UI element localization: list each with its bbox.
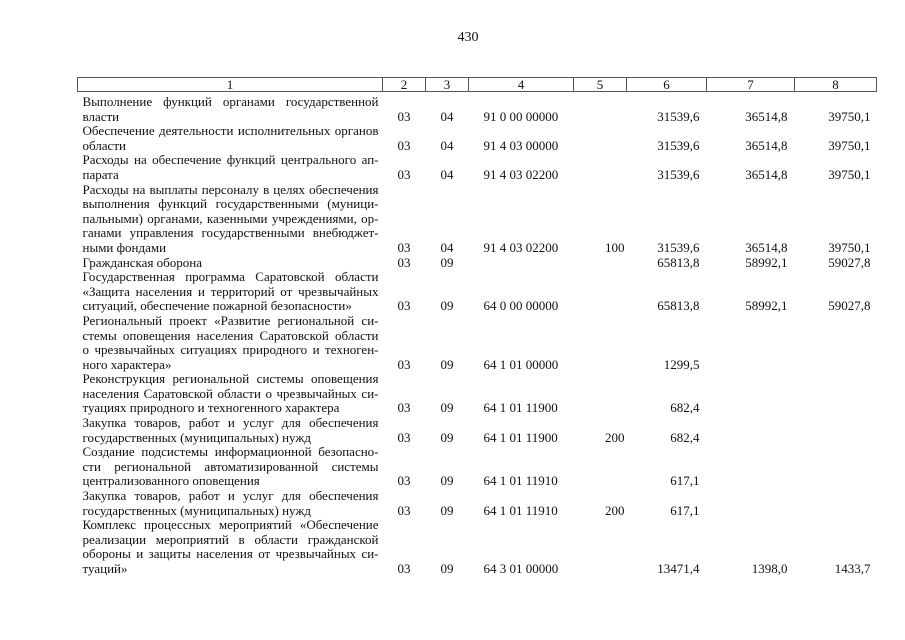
subsection-code: 09 (440, 502, 454, 518)
description-line: обороны и защиты населения от чрезвычайных си- (82, 546, 379, 562)
amount-year-3: 39750,1 (828, 108, 871, 124)
description-line: области (82, 137, 126, 153)
description-line: туаций» (82, 561, 128, 576)
expense-type-code (574, 314, 627, 372)
section-code: 03 (397, 356, 411, 372)
table-row (78, 489, 877, 518)
column-header-7: 7 (707, 78, 795, 92)
column-header-4: 4 (469, 78, 574, 92)
subsection-code: 09 (440, 298, 454, 314)
description-line: «Защита населения и территорий от чрезвычайных (82, 283, 379, 299)
amount-year-1: 617,1 (670, 473, 700, 489)
item-description (78, 183, 383, 256)
section-code: 03 (397, 502, 411, 518)
amount-year-3: 39750,1 (828, 137, 871, 153)
amount-year-3 (795, 416, 877, 445)
subsection-code: 04 (440, 108, 454, 124)
amount-year-1: 31539,6 (657, 137, 700, 153)
amount-year-1: 617,1 (670, 502, 700, 518)
expense-type-code (574, 372, 627, 416)
description-line: пальными) органами, казенными учреждениями, ор- (82, 210, 379, 226)
item-description (78, 314, 383, 372)
section-code: 03 (397, 166, 411, 182)
description-line: Государственная программа Саратовской области (82, 269, 379, 285)
section-code: 03 (397, 254, 411, 270)
column-header-8: 8 (795, 78, 877, 92)
amount-year-2 (707, 416, 795, 445)
target-article-code: 91 0 00 00000 (483, 108, 559, 124)
amount-year-3: 59027,8 (828, 254, 871, 270)
description-line: Расходы на выплаты персоналу в целях обеспечения (82, 181, 379, 197)
description-line: выполнения функций государственными (муници- (82, 196, 379, 212)
section-code: 03 (397, 108, 411, 124)
amount-year-1: 682,4 (670, 400, 700, 416)
description-line: реализации мероприятий в области гражданской (82, 531, 379, 547)
table-row (78, 372, 877, 416)
target-article-code: 91 4 03 02200 (483, 166, 559, 182)
description-line: Обеспечение деятельности исполнительных органов (82, 123, 379, 139)
table-row (78, 183, 877, 256)
subsection-code: 09 (440, 254, 454, 270)
description-line: туациях природного и техногенного характера (82, 400, 340, 416)
item-description (78, 445, 383, 489)
description-line: Выполнение функций органами государственной (82, 94, 379, 109)
expense-type-code: 200 (605, 502, 625, 518)
expense-type-code (574, 153, 627, 182)
expense-type-code (574, 256, 627, 271)
table-row (78, 445, 877, 489)
section-code: 03 (397, 561, 411, 576)
description-line: населения Саратовской области о чрезвычайных си- (82, 385, 379, 401)
description-line: Закупка товаров, работ и услуг для обеспечения (82, 415, 379, 431)
amount-year-2: 1398,0 (751, 561, 788, 576)
expense-type-code: 200 (605, 429, 625, 445)
amount-year-1: 65813,8 (657, 254, 700, 270)
table-row (78, 153, 877, 182)
expense-type-code (574, 92, 627, 125)
target-article-code: 91 4 03 02200 (483, 239, 559, 255)
section-code: 03 (397, 239, 411, 255)
table-row (78, 256, 877, 271)
column-header-2: 2 (383, 78, 426, 92)
description-line: сти региональной автоматизированной системы (82, 458, 379, 474)
column-header-6: 6 (627, 78, 707, 92)
target-article-code: 64 1 01 11910 (483, 473, 558, 489)
amount-year-3 (795, 372, 877, 416)
table-row (78, 124, 877, 153)
description-line: Региональный проект «Развитие региональной си- (82, 312, 379, 328)
amount-year-2 (707, 445, 795, 489)
amount-year-1: 31539,6 (657, 108, 700, 124)
description-line: ными фондами (82, 239, 167, 255)
target-article-code: 64 1 01 11900 (483, 429, 558, 445)
table-row (78, 518, 877, 576)
amount-year-1: 13471,4 (657, 561, 700, 576)
amount-year-1: 1299,5 (663, 356, 700, 372)
subsection-code: 09 (440, 356, 454, 372)
description-line: Гражданская оборона (82, 254, 203, 270)
amount-year-3: 39750,1 (828, 166, 871, 182)
description-line: о чрезвычайных ситуациях природного и техноген- (82, 342, 379, 358)
expense-type-code (574, 445, 627, 489)
expense-type-code (574, 518, 627, 576)
target-article-code: 64 1 01 00000 (483, 356, 559, 372)
subsection-code: 09 (440, 561, 454, 576)
expense-type-code (574, 270, 627, 314)
target-article-code: 64 1 01 11900 (483, 400, 558, 416)
expense-type-code: 100 (605, 239, 625, 255)
amount-year-2 (707, 489, 795, 518)
amount-year-1: 682,4 (670, 429, 700, 445)
description-line: ситуаций, обеспечение пожарной безопасности» (82, 298, 352, 314)
item-description (78, 270, 383, 314)
item-description (78, 256, 383, 271)
description-line: централизованного оповещения (82, 473, 260, 489)
table-row (78, 270, 877, 314)
item-description (78, 153, 383, 182)
section-code: 03 (397, 400, 411, 416)
description-line: Создание подсистемы информационной безопасно- (82, 444, 379, 460)
target-article-code: 91 4 03 00000 (483, 137, 559, 153)
amount-year-2: 58992,1 (745, 298, 788, 314)
subsection-code: 04 (440, 239, 454, 255)
amount-year-3 (795, 314, 877, 372)
description-line: Расходы на обеспечение функций центрального ап- (82, 152, 379, 168)
description-line: ганами управления государственными внебюджет- (82, 225, 379, 241)
page-number: 430 (457, 30, 479, 45)
item-description (78, 92, 383, 125)
amount-year-2 (707, 314, 795, 372)
item-description (78, 518, 383, 576)
description-line: Закупка товаров, работ и услуг для обеспечения (82, 488, 379, 504)
amount-year-2 (707, 372, 795, 416)
column-header-3: 3 (426, 78, 469, 92)
amount-year-3: 39750,1 (828, 239, 871, 255)
target-article-code: 64 3 01 00000 (483, 561, 559, 576)
target-article-code (469, 256, 574, 271)
amount-year-2: 36514,8 (745, 239, 788, 255)
description-line: парата (82, 166, 119, 182)
item-description (78, 416, 383, 445)
description-line: государственных (муниципальных) нужд (82, 502, 311, 518)
subsection-code: 04 (440, 166, 454, 182)
section-code: 03 (397, 298, 411, 314)
description-line: Реконструкция региональной системы оповещения (82, 371, 379, 387)
subsection-code: 09 (440, 400, 454, 416)
column-header-1: 1 (78, 78, 383, 92)
subsection-code: 09 (440, 429, 454, 445)
description-line: Комплекс процессных мероприятий «Обеспечение (82, 517, 379, 533)
amount-year-3 (795, 489, 877, 518)
amount-year-3: 59027,8 (828, 298, 871, 314)
subsection-code: 09 (440, 473, 454, 489)
expense-type-code (574, 124, 627, 153)
amount-year-3: 1433,7 (834, 561, 871, 576)
table-row (78, 314, 877, 372)
amount-year-1: 31539,6 (657, 239, 700, 255)
column-header-5: 5 (574, 78, 627, 92)
description-line: ного характера» (82, 356, 172, 372)
amount-year-3 (795, 445, 877, 489)
section-code: 03 (397, 137, 411, 153)
target-article-code: 64 1 01 11910 (483, 502, 558, 518)
amount-year-2: 36514,8 (745, 166, 788, 182)
section-code: 03 (397, 429, 411, 445)
section-code: 03 (397, 473, 411, 489)
table-row (78, 416, 877, 445)
item-description (78, 489, 383, 518)
amount-year-2: 36514,8 (745, 108, 788, 124)
amount-year-2: 58992,1 (745, 254, 788, 270)
amount-year-1: 65813,8 (657, 298, 700, 314)
item-description (78, 372, 383, 416)
amount-year-1: 31539,6 (657, 166, 700, 182)
budget-table (77, 77, 877, 577)
table-row (78, 92, 877, 125)
description-line: государственных (муниципальных) нужд (82, 429, 311, 445)
amount-year-2: 36514,8 (745, 137, 788, 153)
description-line: власти (82, 108, 120, 124)
description-line: стемы оповещения населения Саратовской области (82, 327, 379, 343)
subsection-code: 04 (440, 137, 454, 153)
target-article-code: 64 0 00 00000 (483, 298, 559, 314)
item-description (78, 124, 383, 153)
header-row (78, 78, 877, 92)
